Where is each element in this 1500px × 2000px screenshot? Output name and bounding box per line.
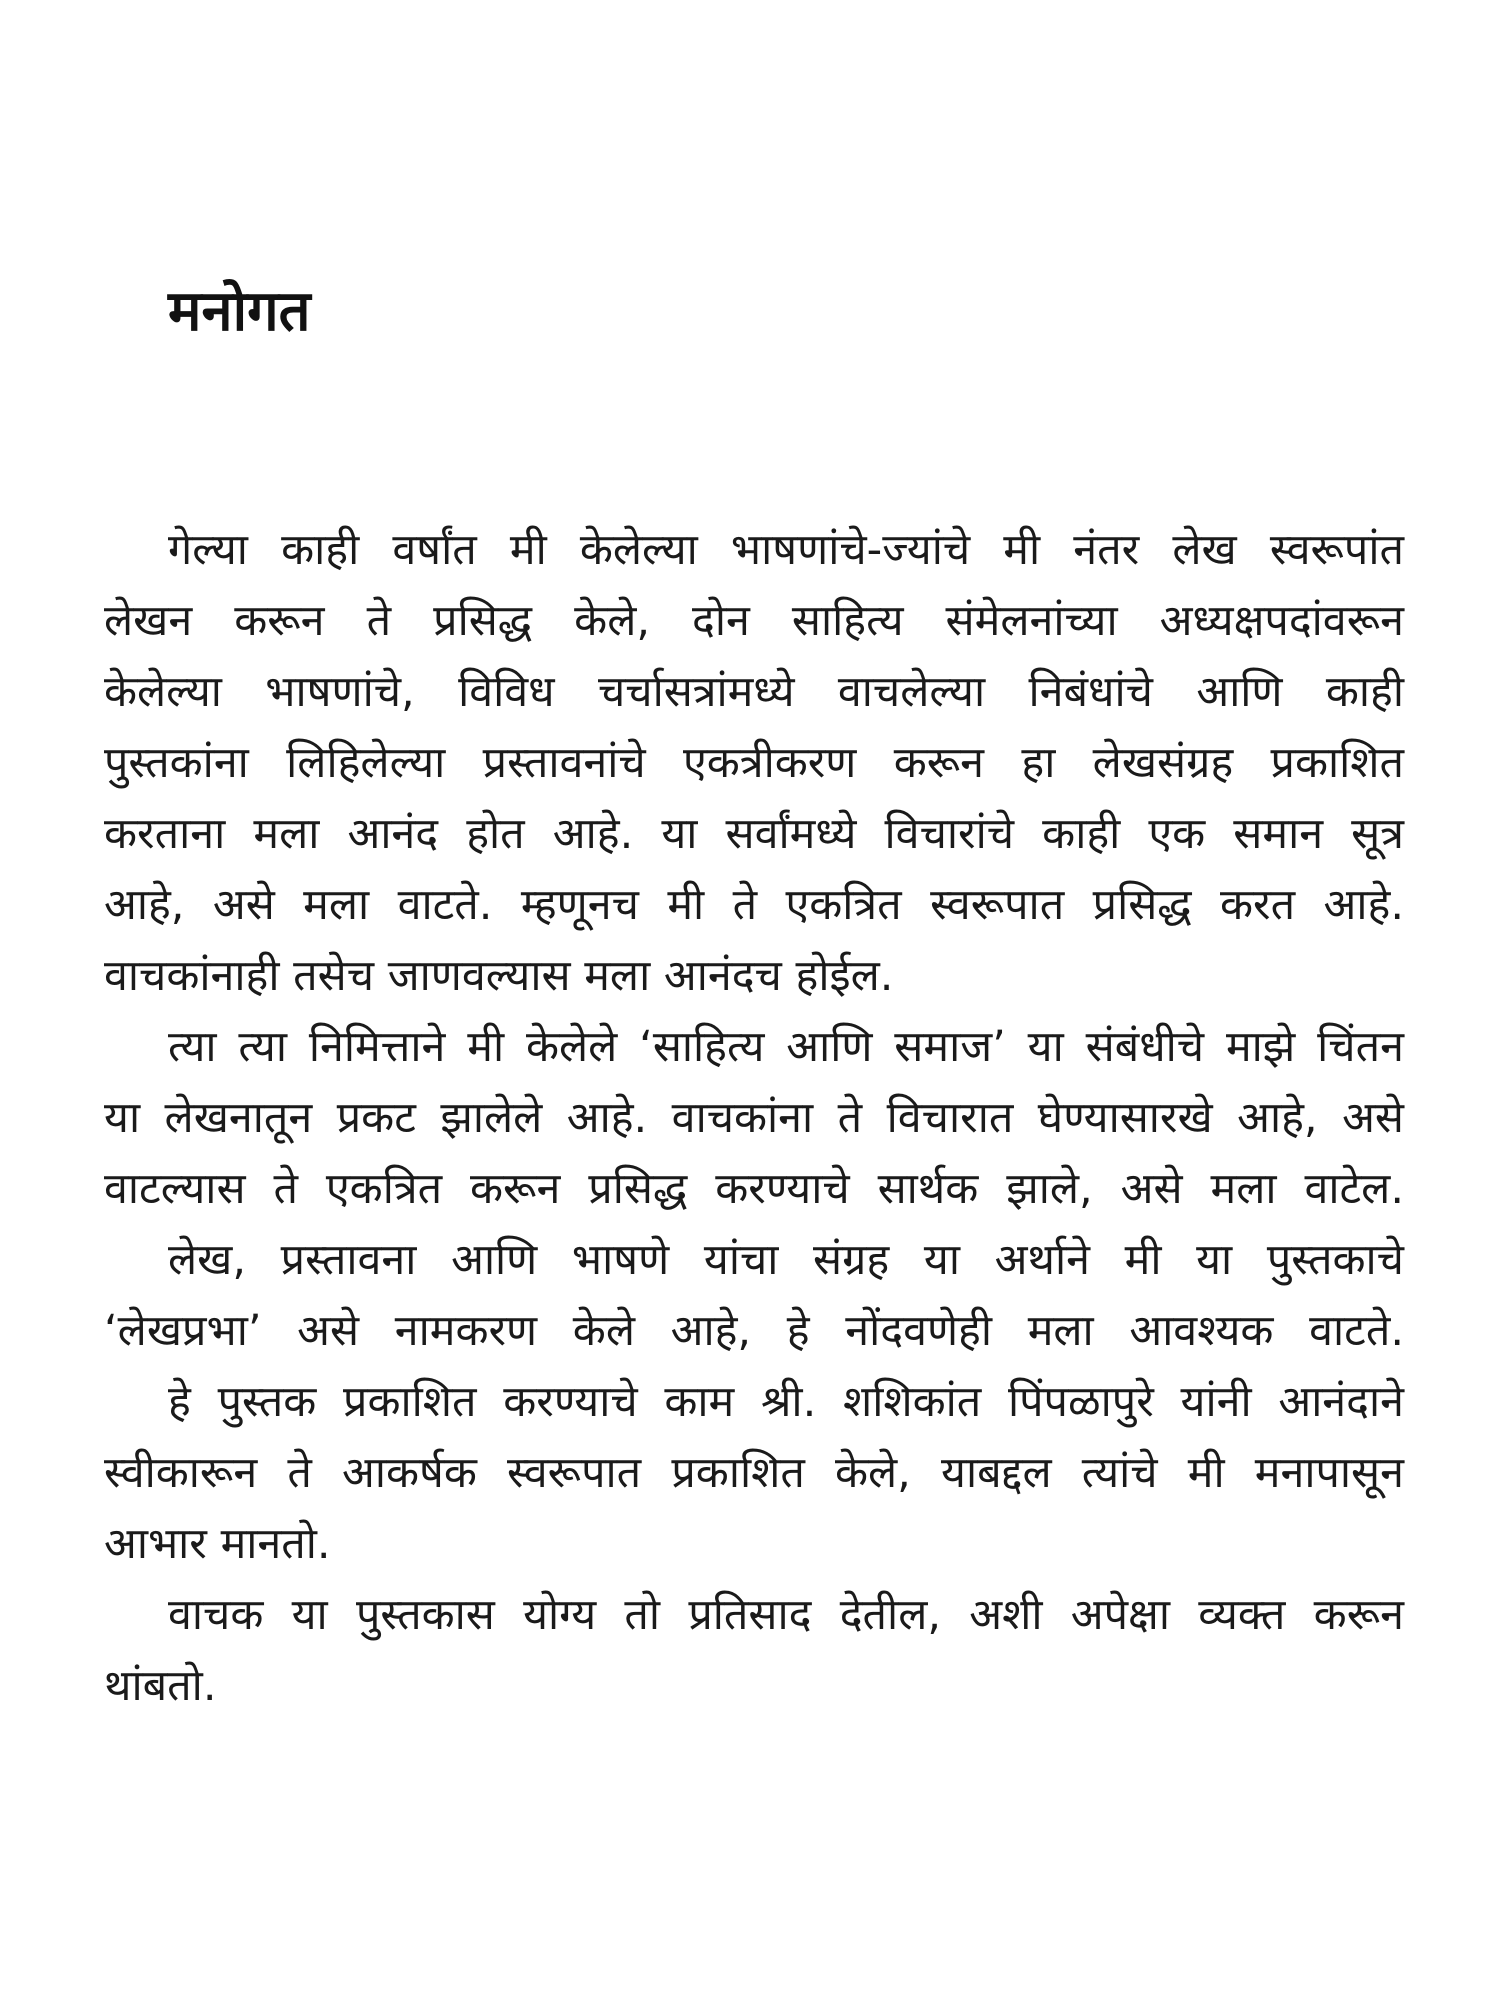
text-line-8: त्या त्या निमित्ताने मी केलेले ‘साहित्य आणि समाज’ या संबंधीचे माझे चिंतन — [168, 1022, 1404, 1072]
text-line-10: वाटल्यास ते एकत्रित करून प्रसिद्ध करण्याचे सार्थक झाले, असे मला वाटेल. — [104, 1164, 1404, 1214]
text-line-16: वाचक या पुस्तकास योग्य तो प्रतिसाद देतील, अशी अपेक्षा व्यक्त करून — [168, 1590, 1404, 1640]
text-line-11: लेख, प्रस्तावना आणि भाषणे यांचा संग्रह या अर्थाने मी या पुस्तकाचे — [168, 1235, 1404, 1285]
text-line-5: करताना मला आनंद होत आहे. या सर्वांमध्ये विचारांचे काही एक समान सूत्र — [104, 809, 1404, 859]
text-line-1: गेल्या काही वर्षांत मी केलेल्या भाषणांचे-ज्यांचे मी नंतर लेख स्वरूपांत — [168, 525, 1404, 575]
text-line-3: केलेल्या भाषणांचे, विविध चर्चासत्रांमध्ये वाचलेल्या निबंधांचे आणि काही — [104, 667, 1404, 717]
page-title: मनोगत — [168, 279, 311, 344]
text-line-12: ‘लेखप्रभा’ असे नामकरण केले आहे, हे नोंदवणेही मला आवश्यक वाटते. — [104, 1306, 1404, 1356]
text-line-2: लेखन करून ते प्रसिद्ध केले, दोन साहित्य संमेलनांच्या अध्यक्षपदांवरून — [104, 596, 1404, 646]
text-line-14: स्वीकारून ते आकर्षक स्वरूपात प्रकाशित केले, याबद्दल त्यांचे मी मनापासून — [104, 1448, 1404, 1498]
preface-body — [104, 515, 1404, 1722]
text-line-13: हे पुस्तक प्रकाशित करण्याचे काम श्री. शशिकांत पिंपळापुरे यांनी आनंदाने — [168, 1377, 1404, 1427]
text-line-6: आहे, असे मला वाटते. म्हणूनच मी ते एकत्रित स्वरूपात प्रसिद्ध करत आहे. — [104, 880, 1404, 930]
text-line-7: वाचकांनाही तसेच जाणवल्यास मला आनंदच होईल. — [104, 951, 894, 1001]
text-line-4: पुस्तकांना लिहिलेल्या प्रस्तावनांचे एकत्रीकरण करून हा लेखसंग्रह प्रकाशित — [104, 738, 1404, 788]
text-line-15: आभार मानतो. — [104, 1519, 331, 1569]
text-line-17: थांबतो. — [104, 1661, 217, 1711]
text-line-9: या लेखनातून प्रकट झालेले आहे. वाचकांना ते विचारात घेण्यासारखे आहे, असे — [104, 1093, 1404, 1143]
